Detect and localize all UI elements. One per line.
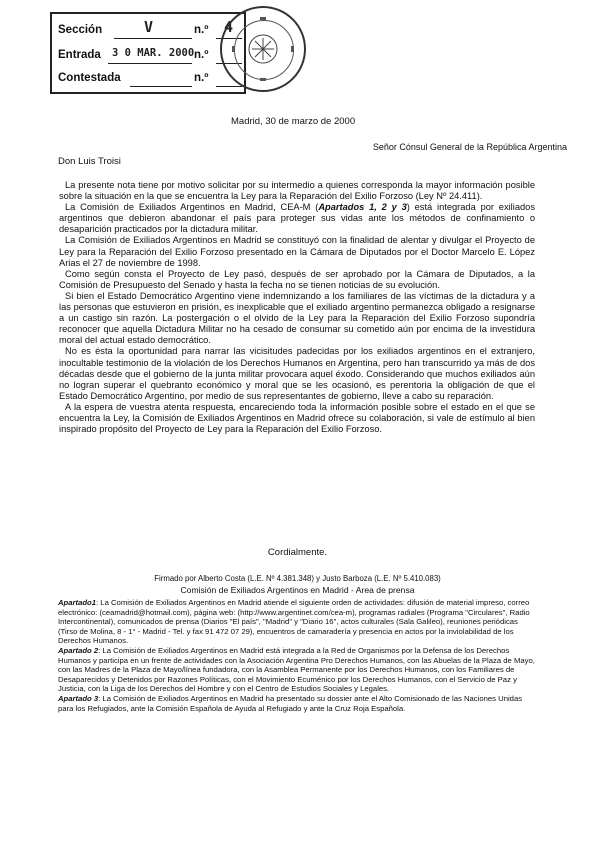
apartado-3-text: : La Comisión de Exiliados Argentinos en Madrid ha presentado su dossier ante el Alto Comisionado de las Naciones Unidas para los Refugiados, ante la Comisión Española de Ayuda al Refugiado y ante la Cruz Roja Española.	[58, 693, 523, 713]
organization-line: Comisión de Exiliados Argentinos en Madrid - Area de prensa	[180, 585, 415, 595]
stamp-entrada-date: 3 0 MAR. 2000	[112, 47, 195, 59]
stamp-seccion-num: 4	[224, 18, 234, 36]
paragraph-5: Si bien el Estado Democrático Argentino viene indemnizando a los familiares de las víctimas de la dictadura y a las personas que estuvieron en prisión, es inexplicable que el exiliado argentino permanezca obligado a resignarse a un castigo sin razón. La postergación o el olvido de la Ley para la Reparación del Exilio Forzoso supondría reconocer que aquella Dictadura Militar no ha cesado de consumar su cometido aún por encima de la investidura moral del actual estado democrático.	[59, 290, 535, 346]
consulate-seal-icon	[220, 6, 306, 92]
paragraph-3: La Comisión de Exiliados Argentinos en Madrid se constituyó con la finalidad de alentar y divulgar el Proyecto de Ley para la Reparación del Exilio Forzoso presentado en la Cámara de Diputados por el Doctor Marcelo E. López Arias el 27 de noviembre de 1998.	[59, 235, 535, 268]
paragraph-6: No es ésta la oportunidad para narrar las vicisitudes padecidas por los exiliados argentinos en el extranjero, inocultable testimonio de la violación de los Derechos Humanos en Argentina, pero han transcurrido ya más de dos décadas desde que el gobierno de la junta militar provocara aquel éxodo. Considerando que muchos exiliados aún no logran superar el quebranto económico y moral que se les ocasionó, es perentoria la obligación de que el Estado Democrático Argentino, por medio de sus representantes de gobierno, lleve a cabo su reparación.	[59, 346, 535, 401]
paragraph-2-end: ) está integrada por exiliados argentinos que debieron abandonar el país para proteger sus vidas ante los métodos de confinamiento o desaparición practicados por la dictadura militar.	[59, 202, 535, 235]
paragraph-1: La presente nota tiene por motivo solicitar por su intermedio a quienes corresponda la mayor información posible sobre la situación en la que se encuentra la Ley para la Reparación del Exilio Forzoso (Ley Nº 24.411).	[59, 180, 535, 202]
apartado-3	[58, 694, 538, 713]
stamp-entrada-line	[108, 63, 192, 64]
apartado-1-label: Apartado1	[58, 598, 97, 607]
letter-body	[59, 180, 535, 435]
paragraph-2	[59, 202, 535, 235]
stamp-seccion-value: V	[144, 18, 154, 36]
apartado-1	[58, 598, 538, 646]
stamp-entrada-label: Entrada	[58, 49, 101, 61]
stamp-seccion-num-label: n.º	[194, 24, 209, 36]
letter-recipient: Señor Cónsul General de la República Argentina	[372, 142, 567, 152]
stamp-contestada-num-label: n.º	[194, 72, 209, 84]
apartado-3-label: Apartado 3	[58, 693, 99, 703]
stamp-seccion-label: Sección	[58, 24, 103, 36]
paragraph-2-start: La Comisión de Exiliados Argentinos en Madrid, CEA-M (	[65, 202, 319, 213]
signature-line: Firmado por Alberto Costa (L.E. Nº 4.381.348) y Justo Barboza (L.E. Nº 5.410.083)	[154, 574, 441, 583]
paragraph-4: Como según consta el Proyecto de Ley pasó, después de ser aprobado por la Cámara de Diputados, a la Comisión de Presupuesto del Senado y hasta la fecha no se tienen noticias de su evolución.	[59, 268, 535, 290]
apartados-notes	[58, 598, 538, 713]
letter-closing: Cordialmente.	[267, 547, 328, 558]
registry-stamp	[50, 12, 246, 94]
letter-date: Madrid, 30 de marzo de 2000	[231, 116, 356, 127]
apartado-2	[58, 646, 538, 694]
paragraph-7: A la espera de vuestra atenta respuesta, encareciendo toda la información posible sobre el estado en el que se encuentra la Ley, la Comisión de Exiliados Argentinos en Madrid ofrece su colaboración, si vale de estímulo al bien inspirado propósito del Proyecto de Ley para la Reparación del Exilio Forzoso.	[59, 401, 535, 435]
apartados-reference: Apartados 1, 2 y 3	[318, 202, 407, 213]
apartado-2-text: : La Comisión de Exiliados Argentinos en Madrid está integrada a la Red de Organismos por la Defensa de los Derechos Humanos y participa en un frente de actividades con la Asociación Argentina Pro Derechos Humanos, con las Abuelas de la Plaza de Mayo, con las Madres de la Plaza de Mayo/línea fundadora, con la Asamblea Permanente por los Derechos Humanos, con los Familiares de Desaparecidos y Detenidos por Razones Políticas, con el Movimiento Ecuménico por los Derechos Humanos, con el Servicio de Paz y Justicia, con la Liga de los Derechos del Hombre y con el Centro de Estudios Sociales y Legales.	[58, 645, 535, 694]
stamp-seccion-line	[114, 38, 192, 39]
letter-addressee: Don Luis Troisi	[58, 156, 121, 167]
apartado-1-text: : La Comisión de Exiliados Argentinos en Madrid atiende el siguiente orden de actividades: difusión de material impreso, correo electrónico: (ceamadrid@hotmail.com), página web: (http://www.argentinet.com/cea-m), programas radiales (Programa "Circulares", Radio Intercontinental), comunicados de prensa (Diarios "El país", "Madrid" y "Diario 16", actos culturales (Sala Galileo), reuniones periódicas (Tirso de Molina, 8 - 1° - Madrid - Tel. y fax 91 472 07 29), encuentros de camaradería y presencia en actos por la inviolabilidad de los Derechos Humanos.	[58, 598, 530, 646]
stamp-contestada-label: Contestada	[58, 72, 121, 84]
seal-emblem-icon	[222, 8, 304, 90]
stamp-entrada-num-label: n.º	[194, 49, 209, 61]
stamp-contestada-line	[130, 86, 192, 87]
apartado-2-label: Apartado 2	[58, 645, 99, 655]
